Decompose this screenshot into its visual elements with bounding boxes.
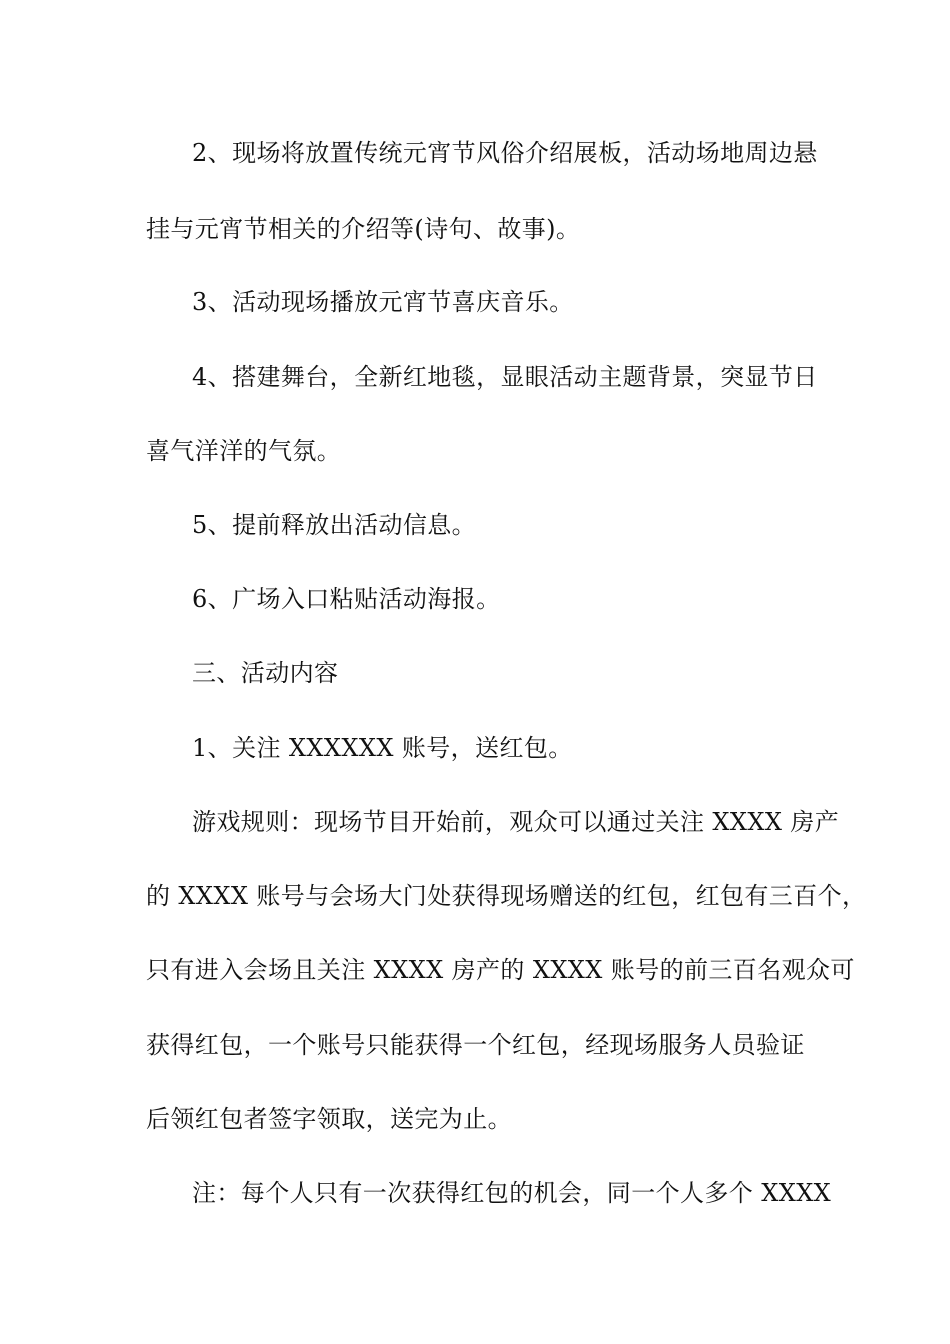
section-heading: 三、活动内容: [192, 659, 339, 687]
paragraph-line: 2、现场将放置传统元宵节风俗介绍展板，活动场地周边悬: [192, 139, 818, 167]
paragraph-line: 3、活动现场播放元宵节喜庆音乐。: [192, 288, 574, 316]
paragraph-line: 只有进入会场且关注 XXXX 房产的 XXXX 账号的前三百名观众可: [146, 956, 855, 984]
paragraph-line: 1、关注 XXXXXX 账号，送红包。: [192, 734, 573, 762]
paragraph-line: 喜气洋洋的气氛。: [146, 437, 342, 465]
paragraph-line: 6、广场入口粘贴活动海报。: [192, 585, 501, 613]
paragraph-line: 5、提前释放出活动信息。: [192, 511, 477, 539]
paragraph-line: 获得红包，一个账号只能获得一个红包，经现场服务人员验证: [146, 1031, 805, 1059]
paragraph-line: 挂与元宵节相关的介绍等(诗句、故事)。: [146, 215, 581, 243]
paragraph-line: 游戏规则：现场节目开始前，观众可以通过关注 XXXX 房产: [192, 808, 840, 836]
paragraph-line: 4、搭建舞台，全新红地毯，显眼活动主题背景，突显节日: [192, 363, 818, 391]
paragraph-line: 后领红包者签字领取，送完为止。: [146, 1105, 512, 1133]
paragraph-line: 注：每个人只有一次获得红包的机会，同一个人多个 XXXX: [192, 1179, 832, 1207]
paragraph-line: 的 XXXX 账号与会场大门处获得现场赠送的红包，红包有三百个，: [146, 882, 867, 910]
